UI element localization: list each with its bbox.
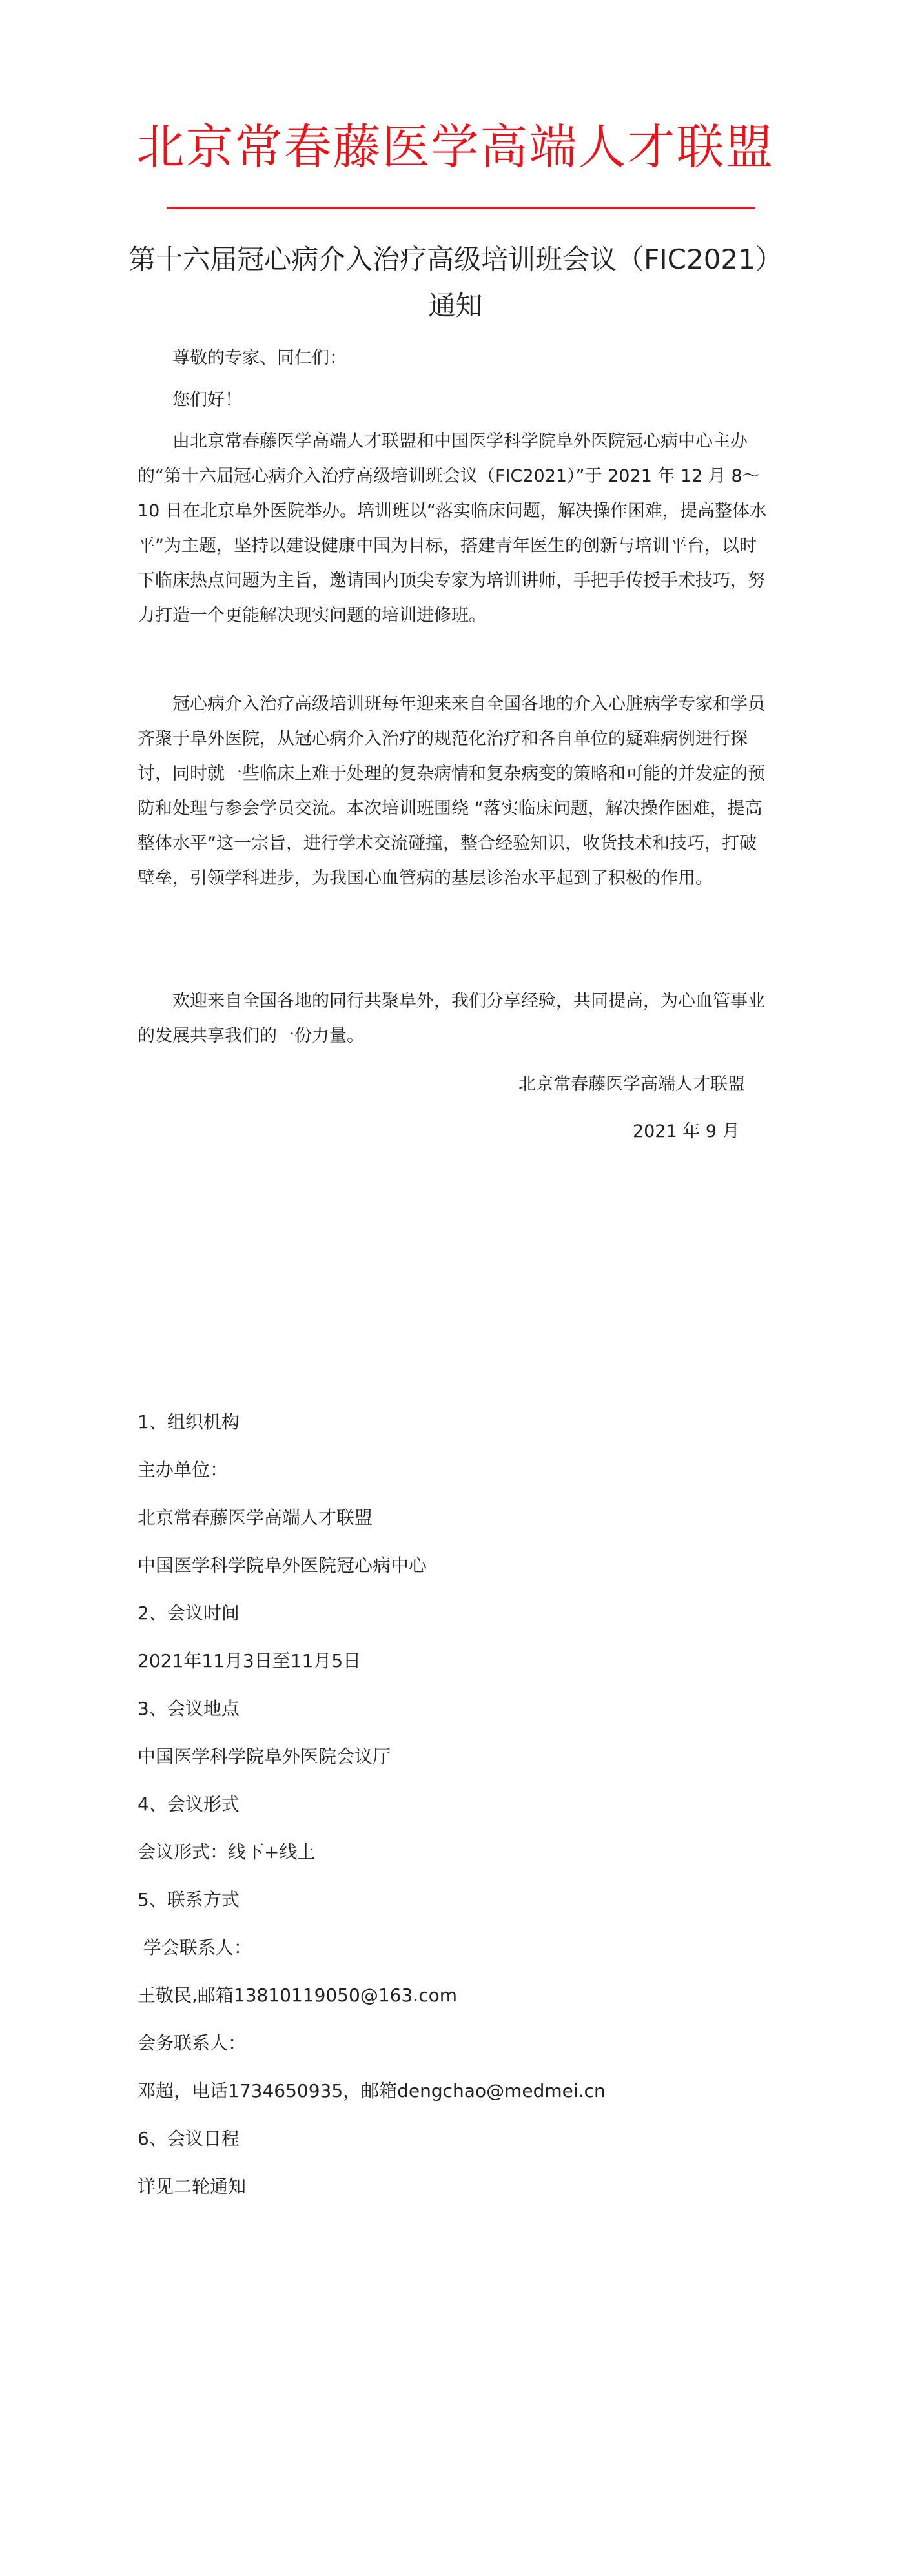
- red-divider: [167, 207, 755, 209]
- meeting-location: 中国医学科学院阜外医院会议厅: [138, 1746, 391, 1767]
- conference-title: 第十六届冠心病介入治疗高级培训班会议（FIC2021）: [128, 243, 783, 275]
- letter-date: 2021 年 9 月: [633, 1121, 740, 1141]
- academic-contact-label: 学会联系人：: [138, 1937, 252, 1958]
- section-heading-format: 4、会议形式: [138, 1794, 240, 1815]
- greeting: 您们好！: [172, 390, 242, 410]
- academic-contact: 王敬民,邮箱13810119050@163.com: [138, 1985, 458, 2006]
- salutation: 尊敬的专家、同仁们：: [172, 348, 347, 368]
- conference-contact-label: 会务联系人：: [138, 2032, 247, 2054]
- host-org-2: 中国医学科学院阜外医院冠心病中心: [138, 1555, 427, 1576]
- meeting-time: 2021年11月3日至11月5日: [138, 1650, 362, 1671]
- paragraph-2: 冠心病介入治疗高级培训班每年迎来来自全国各地的介入心脏病学专家和学员齐聚于阜外医院，从冠心病介入治疗的规范化治疗和各自单位的疑难病例进行探讨，同时就一些临床上难于处理的复杂病情和复杂病变的策略和可能的并发症的预防和处理与参会学员交流。本次培训班围绕 “落实临床问题，解决操作困难，提高整体水平”这一宗旨，进行学术交流碰撞，整合经验知识，收货技术和技巧，打破壁垒，引领学科进步，为我国心血管病的基层诊治水平起到了积极的作用。: [138, 694, 765, 888]
- org-title: 北京常春藤医学高端人才联盟: [136, 119, 775, 175]
- host-label: 主办单位：: [138, 1459, 229, 1480]
- section-heading-time: 2、会议时间: [138, 1602, 240, 1624]
- section-heading-contact: 5、联系方式: [138, 1889, 240, 1910]
- notice-title: 通知: [428, 290, 483, 322]
- signature: 北京常春藤医学高端人才联盟: [518, 1074, 745, 1094]
- schedule-note: 详见二轮通知: [138, 2176, 247, 2197]
- meeting-format: 会议形式：线下+线上: [138, 1841, 316, 1863]
- paragraph-1: 由北京常春藤医学高端人才联盟和中国医学科学院阜外医院冠心病中心主办的“第十六届冠心病介入治疗高级培训班会议（FIC2021）”于 2021 年 12 月 8～10 日在北京阜外医院举办。培训班以“落实临床问题，解决操作困难，提高整体水平”为主题，坚持以建设健康中国为目标，搭建青年医生的创新与培训平台，以时下临床热点问题为主旨，邀请国内顶尖专家为培训讲师，手把手传授手术技巧，努力打造一个更能解决现实问题的培训进修班。: [138, 431, 767, 626]
- section-heading-organization: 1、组织机构: [138, 1411, 240, 1433]
- host-org-1: 北京常春藤医学高端人才联盟: [138, 1507, 373, 1528]
- section-heading-location: 3、会议地点: [138, 1698, 240, 1719]
- section-heading-schedule: 6、会议日程: [138, 2128, 240, 2149]
- conference-contact: 邓超，电话1734650935，邮箱dengchao@medmei.cn: [138, 2080, 606, 2101]
- paragraph-3: 欢迎来自全国各地的同行共聚阜外，我们分享经验，共同提高，为心血管事业的发展共享我们的一份力量。: [138, 991, 765, 1046]
